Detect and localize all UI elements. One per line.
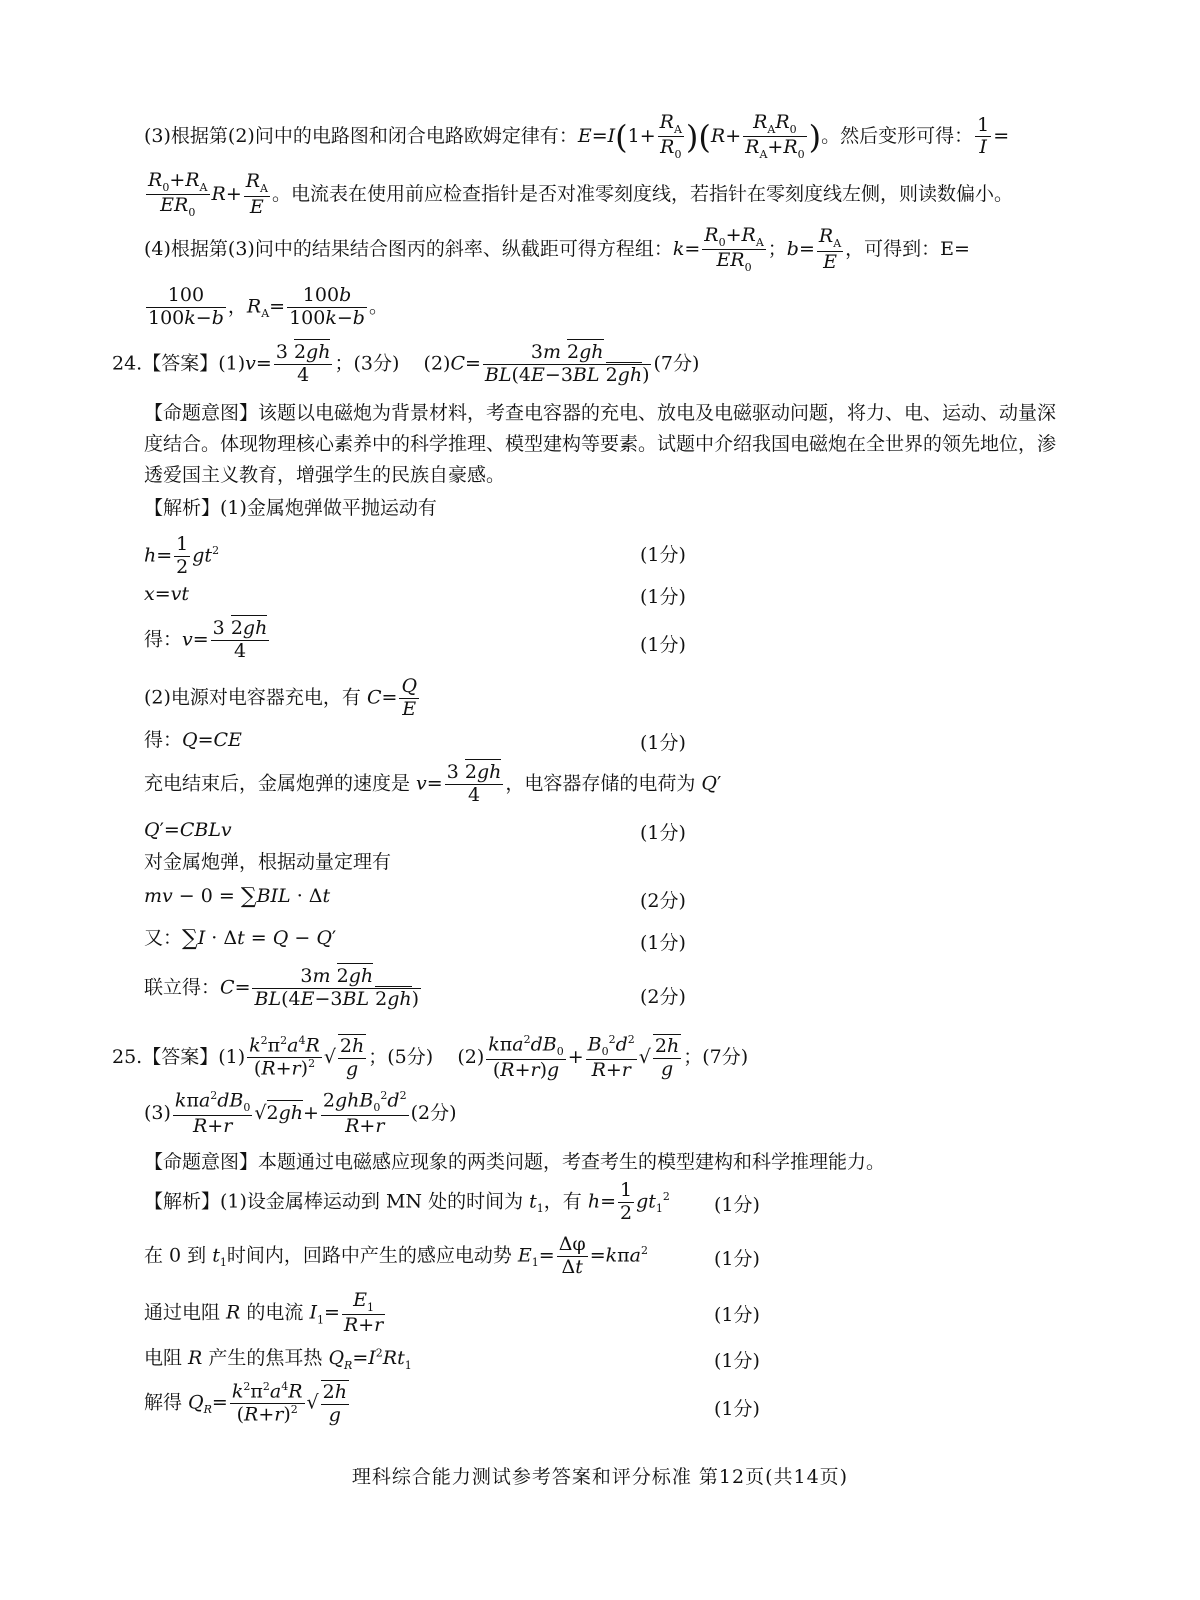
q25-answer-tag: 【答案】 xyxy=(142,1045,219,1068)
q24-score-2: (1分) xyxy=(640,586,686,608)
q24-step-2: x=vt xyxy=(144,583,190,605)
q24-step-8: 对金属炮弹，根据动量定理有 xyxy=(144,851,392,873)
q24-analysis-tag: 【解析】 xyxy=(144,497,221,519)
q23-part3-line2: $\frac{R_0+R_A}{ER_0}$ R+ $\frac{R_A}{E}$ 。电流表在使用前应检查指针是否对准零刻度线，若指针在零刻度线左侧，则读数偏小。 xyxy=(148,169,1014,220)
q24-step-5: 得：Q=CE xyxy=(144,729,242,751)
q25-answer-line1: 25.【答案】(1) $\frac{k^2\pi^2a^4R}{(R+r)^2}$ √ $\frac{2h}{g}$ ；(5分) (2) $\frac{k\pi a^2dB_0}{(R+r)g}$ + $\frac{B_0^2d^2}{R+r}$ √ $\frac{2h}{g}$ ；(7分) xyxy=(112,1033,749,1081)
q25-step-3: 通过电阻 R 的电流 $I_1=$ $\frac{E_1}{R+r}$ xyxy=(144,1289,384,1337)
q24-score-3: (1分) xyxy=(640,634,686,656)
q24-step-3: 得：v= $\frac{3 2gh}{4}$ xyxy=(144,617,268,662)
q24-intent xyxy=(144,398,1070,490)
q24-score-1: (1分) xyxy=(640,544,686,566)
q23-part4-line2: $\frac{100}{100k-b}$ ，$R_A=$ $\frac{100b}{100k-b}$ 。 xyxy=(148,284,388,329)
q23-part4-line1: (4)根据第(3)问中的结果结合图丙的斜率、纵截距可得方程组：k= $\frac{R_0+R_A}{ER_0}$ ；b= $\frac{R_A}{E}$ ，可得到：E= xyxy=(144,224,970,275)
q25-score-3: (1分) xyxy=(714,1304,760,1326)
page-footer: 理科综合能力测试参考答案和评分标准 第12页(共14页) xyxy=(351,1466,849,1488)
q24-intent-tag: 【命题意图】 xyxy=(144,402,259,424)
q25-answer-line2: (3) $\frac{k\pi a^2dB_0}{R+r}$ √2gh+ $\frac{2ghB_0^2d^2}{R+r}$ (2分) xyxy=(144,1089,457,1137)
q24-intent-text: 该题以电磁炮为背景材料，考查电容器的充电、放电及电磁驱动问题，将力、电、运动、动量深度结合。体现物理核心素养中的科学推理、模型建构等要素。试题中介绍我国电磁炮在全世界的领先地位，渗透爱国主义教育，增强学生的民族自豪感。 xyxy=(144,402,1057,486)
q25-intent-text: 本题通过电磁感应现象的两类问题，考查考生的模型建构和科学推理能力。 xyxy=(258,1151,886,1173)
q24-step-1: h= $\frac{1}{2}$ $gt^2$ xyxy=(144,533,220,578)
q25-step-2: 在 0 到 $t_1$时间内，回路中产生的感应电动势 $E_1=$ $\frac{\Delta\varphi}{\Delta t}$ =kπa$^2$ xyxy=(144,1233,648,1278)
q24-score-9: (2分) xyxy=(640,890,686,912)
q24-score-5: (1分) xyxy=(640,732,686,754)
q25-score-1: (1分) xyxy=(714,1194,760,1216)
q25-intent-tag: 【命题意图】 xyxy=(144,1151,259,1173)
q24-answer-tag: 【答案】 xyxy=(142,352,219,375)
q24-score-7: (1分) xyxy=(640,822,686,844)
q24-score-10: (1分) xyxy=(640,932,686,954)
q25-score-5: (1分) xyxy=(714,1398,760,1420)
q23-part4-text2: ，可得到：E= xyxy=(845,237,970,260)
q25-number: 25. xyxy=(112,1045,143,1068)
q25-step-4: 电阻 R 产生的焦耳热 $Q_R=I^2Rt_1$ xyxy=(144,1346,412,1372)
q25-step-1: 【解析】(1)设金属棒运动到 MN 处的时间为 $t_1$，有 h= $\frac{1}{2}$ $gt_1^2$ xyxy=(144,1179,670,1224)
q23-part4-text: (4)根据第(3)问中的结果结合图丙的斜率、纵截距可得方程组： xyxy=(144,237,673,260)
q23-part3-note: 电流表在使用前应检查指针是否对准零刻度线，若指针在零刻度线左侧，则读数偏小。 xyxy=(291,182,1014,205)
q24-step-6: 充电结束后，金属炮弹的速度是 v= $\frac{3 2gh}{4}$ ，电容器存储的电荷为 Q′ xyxy=(144,761,722,806)
q24-analysis-intro: 【解析】(1)金属炮弹做平抛运动有 xyxy=(144,497,437,519)
q24-number: 24. xyxy=(112,352,143,375)
q25-analysis-tag: 【解析】 xyxy=(144,1190,221,1213)
q25-score-2: (1分) xyxy=(714,1248,760,1270)
q24-step-7: Q′=CBLv xyxy=(144,819,232,841)
q24-step-11: 联立得：C= $\frac{3m 2gh}{BL(4E-3BL 2gh)}$ xyxy=(144,965,420,1010)
q23-part3-line1: (3)根据第(2)问中的电路图和闭合电路欧姆定律有：E=I(1+ $\frac{R_A}{R_0}$ )(R+ $\frac{R_AR_0}{R_A+R_0}$ )。然后变形可得： $\frac{1}{I}$ = xyxy=(144,111,1010,162)
q24-score-11: (2分) xyxy=(640,986,686,1008)
q25-score-4: (1分) xyxy=(714,1350,760,1372)
q24-step-9: mv − 0 = ∑BIL · Δt xyxy=(144,884,331,909)
q25-step-5: 解得 $Q_R=$ $\frac{k^2\pi^2a^4R}{(R+r)^2}$ √ $\frac{2h}{g}$ xyxy=(144,1379,347,1426)
q24-step-4: (2)电源对电容器充电，有 C= $\frac{Q}{E}$ xyxy=(144,675,418,720)
q24-answer-line: 24.【答案】(1)v= $\frac{3 2gh}{4}$ ；(3分) (2)C= $\frac{3m 2gh}{BL(4E-3BL 2gh)}$ (7分) xyxy=(112,341,700,386)
q25-intent xyxy=(144,1150,1070,1176)
q24-step-10: 又：∑I · Δt = Q − Q′ xyxy=(144,926,337,951)
